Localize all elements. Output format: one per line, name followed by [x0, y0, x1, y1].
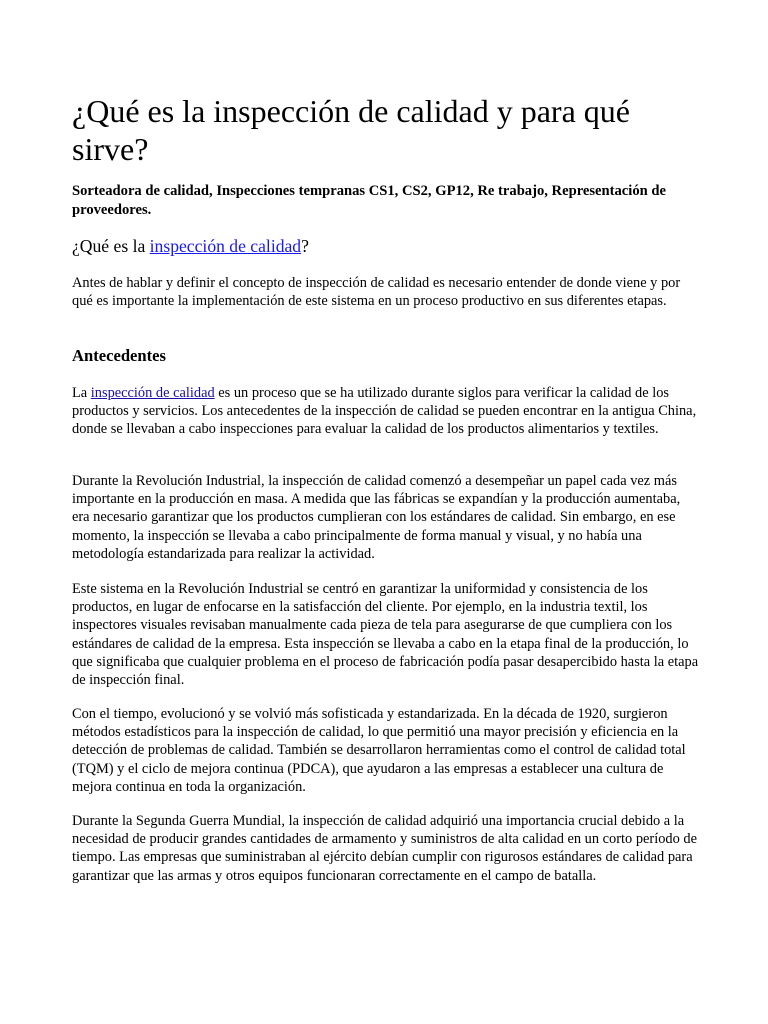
paragraph-suffix: es un proceso que se ha utilizado durante siglos para verificar la calidad de los productos y servicios. Los antecedentes de la inspección de calidad se pueden encontrar en la antigua China, donde se llevaban a cabo inspecciones para evaluar la calidad de los productos alimentarios y textiles. [72, 385, 697, 438]
section-heading-prefix: ¿Qué es la [72, 236, 150, 256]
inspeccion-de-calidad-heading-link[interactable]: inspección de calidad [149, 236, 302, 256]
antecedentes-paragraph-5: Durante la Segunda Guerra Mundial, la inspección de calidad adquirió una importancia crucial debido a la necesidad de producir grandes cantidades de armamento y suministros de alta calidad en un corto período de tiempo. Las empresas que suministraban al ejército debían cumplir con rigurosos estándares de calidad para garantizar que las armas y otros equipos funcionaran correctamente en el campo de batalla. [72, 813, 697, 884]
section-heading-que-es [72, 236, 309, 256]
page-subtitle: Sorteadora de calidad, Inspecciones tempranas CS1, CS2, GP12, Re trabajo, Representación de proveedores. [72, 183, 666, 218]
antecedentes-paragraph-3: Este sistema en la Revolución Industrial se centró en garantizar la uniformidad y consistencia de los productos, en lugar de enfocarse en la satisfacción del cliente. Por ejemplo, en la industria textil, los inspectores visuales revisaban manualmente cada pieza de tela para asegurarse de que cumpliera con los estándares de calidad de la empresa. Esta inspección se llevaba a cabo en la etapa final de la producción, lo que significaba que cualquier problema en el proceso de fabricación podía pasar desapercibido hasta la etapa de inspección final. [72, 581, 699, 689]
page-title: ¿Qué es la inspección de calidad y para qué sirve? [72, 93, 630, 167]
paragraph-prefix: La [72, 385, 91, 401]
inspeccion-de-calidad-inline-link[interactable]: inspección de calidad [90, 385, 215, 401]
section-heading-antecedentes: Antecedentes [72, 346, 167, 365]
intro-paragraph: Antes de hablar y definir el concepto de inspección de calidad es necesario entender de donde viene y por qué es importante la implementación de este sistema en un proceso productivo en sus diferentes etapas. [72, 275, 681, 310]
section-heading-suffix: ? [301, 236, 309, 256]
antecedentes-paragraph-4: Con el tiempo, evolucionó y se volvió más sofisticada y estandarizada. En la década de 1920, surgieron métodos estadísticos para la inspección de calidad, lo que permitió una mayor precisión y eficiencia en la detección de problemas de calidad. También se desarrollaron herramientas como el control de calidad total (TQM) y el ciclo de mejora continua (PDCA), que ayudaron a las empresas a establecer una cultura de mejora continua en toda la organización. [72, 706, 686, 795]
antecedentes-paragraph-1 [72, 384, 700, 439]
antecedentes-paragraph-2: Durante la Revolución Industrial, la inspección de calidad comenzó a desempeñar un papel cada vez más importante en la producción en masa. A medida que las fábricas se expandían y la producción aumentaba, era necesario garantizar que los productos cumplieran con los estándares de calidad. Sin embargo, en ese momento, la inspección se llevaba a cabo principalmente de forma manual y visual, y no había una metodología estandarizada para realizar la actividad. [72, 473, 681, 562]
